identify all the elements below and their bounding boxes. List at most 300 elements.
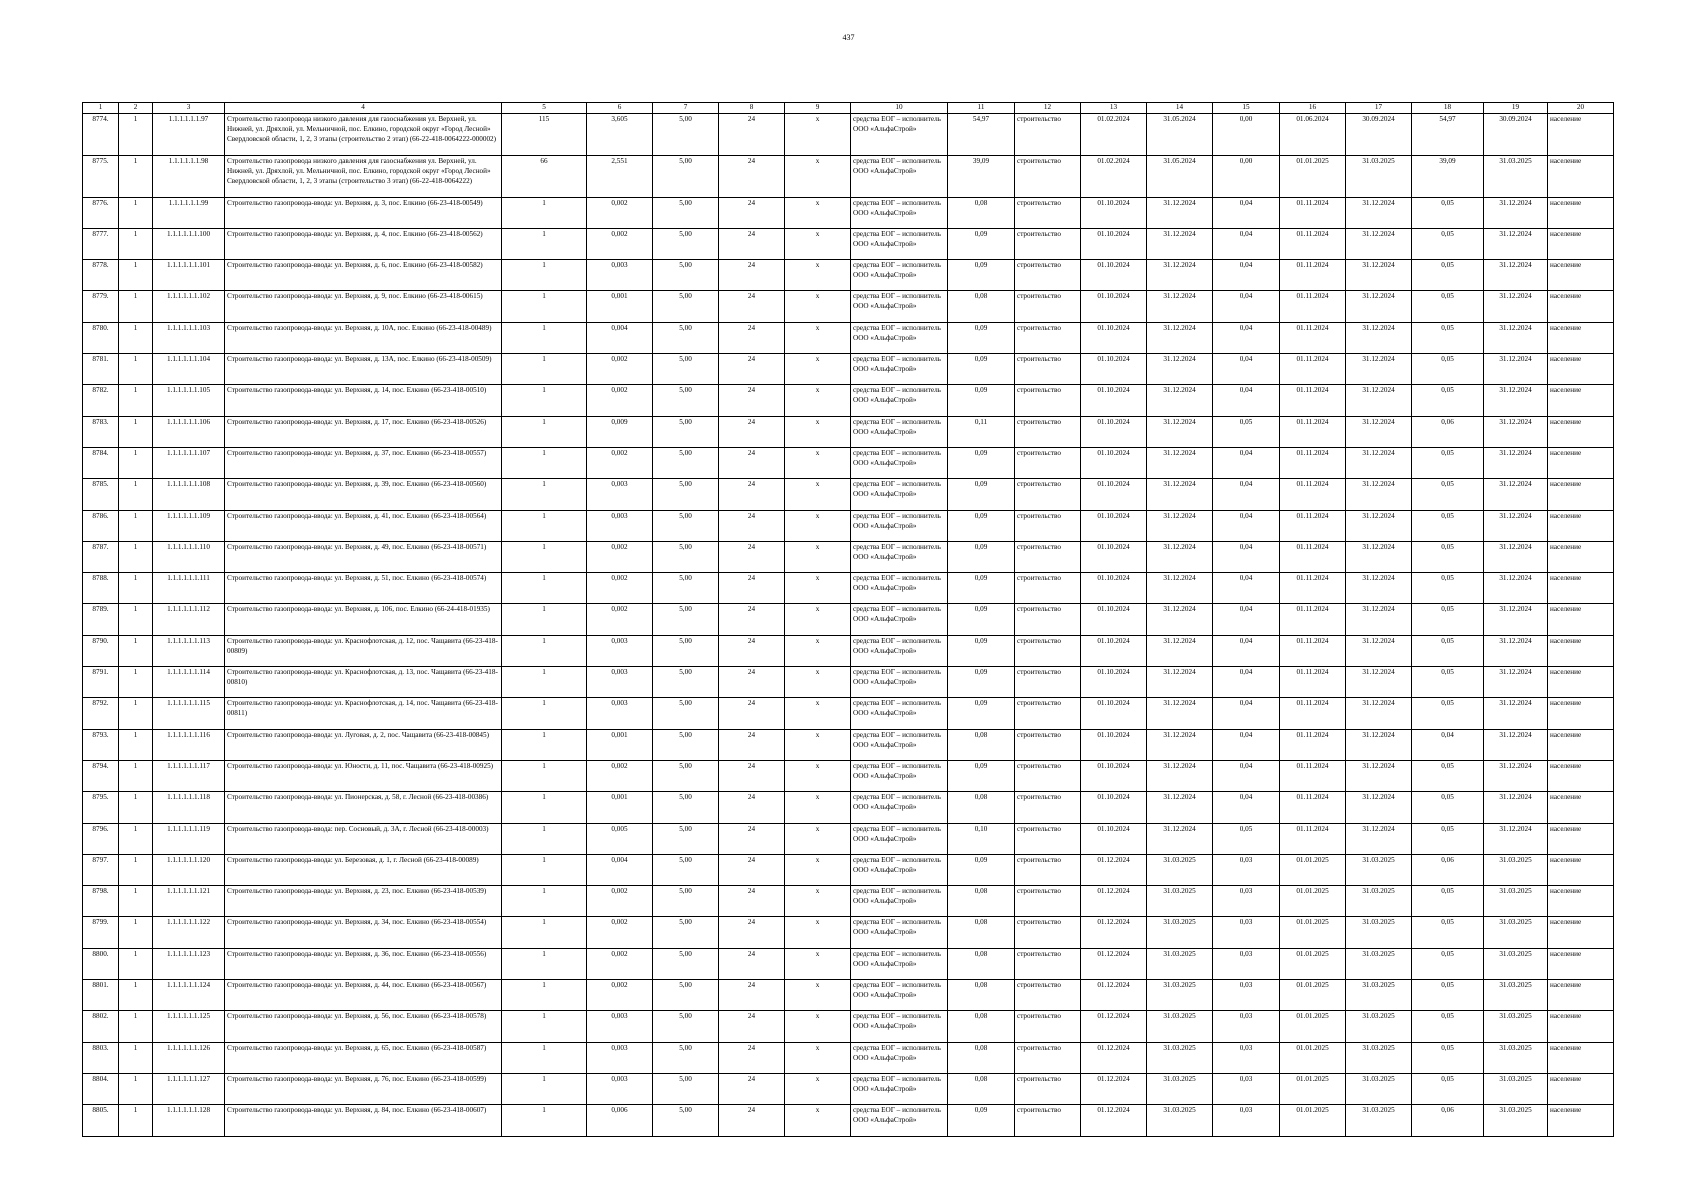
col18-cell: 0,05: [1412, 980, 1484, 1011]
start-date-2-cell: 01.11.2024: [1280, 385, 1346, 416]
length-cell: 0,005: [587, 823, 653, 854]
col18-cell: 0,05: [1412, 760, 1484, 791]
count-cell: 1: [119, 604, 153, 635]
count-cell: 1: [119, 479, 153, 510]
event-type-cell: строительство: [1015, 197, 1081, 228]
start-date-cell: 01.10.2024: [1081, 291, 1147, 322]
col8-cell: 24: [719, 1105, 785, 1136]
col7-cell: 5,00: [653, 635, 719, 666]
col18-cell: 0,05: [1412, 322, 1484, 353]
funding-source-cell: средства ЕОГ – исполнитель ООО «АльфаСтрой»: [851, 980, 948, 1011]
funding-source-cell: средства ЕОГ – исполнитель ООО «АльфаСтрой»: [851, 228, 948, 259]
row-number: 8797.: [83, 854, 119, 885]
count-cell: 1: [119, 510, 153, 541]
count-cell: 1: [119, 447, 153, 478]
count-cell: 1: [119, 155, 153, 197]
col5-cell: 1: [502, 667, 587, 698]
col9-cell: х: [785, 823, 851, 854]
col8-cell: 24: [719, 447, 785, 478]
col18-cell: 0,05: [1412, 510, 1484, 541]
start-date-cell: 01.10.2024: [1081, 635, 1147, 666]
end-date-2-cell: 31.03.2025: [1346, 980, 1412, 1011]
col18-cell: 0,05: [1412, 479, 1484, 510]
code-cell: 1.1.1.1.1.1.128: [153, 1105, 225, 1136]
column-header: 12: [1015, 103, 1081, 114]
end-date-2-cell: 31.12.2024: [1346, 479, 1412, 510]
start-date-2-cell: 01.11.2024: [1280, 197, 1346, 228]
col5-cell: 1: [502, 416, 587, 447]
col5-cell: 1: [502, 447, 587, 478]
count-cell: 1: [119, 416, 153, 447]
col9-cell: х: [785, 416, 851, 447]
completion-date-cell: 31.12.2024: [1484, 260, 1548, 291]
end-date-2-cell: 31.03.2025: [1346, 1042, 1412, 1073]
column-header: 13: [1081, 103, 1147, 114]
cost-cell: 0,09: [948, 228, 1015, 259]
completion-date-cell: 31.03.2025: [1484, 980, 1548, 1011]
col15-cell: 0,03: [1213, 1011, 1280, 1042]
count-cell: 1: [119, 635, 153, 666]
col15-cell: 0,03: [1213, 1105, 1280, 1136]
col8-cell: 24: [719, 541, 785, 572]
end-date-2-cell: 30.09.2024: [1346, 114, 1412, 156]
end-date-2-cell: 31.12.2024: [1346, 792, 1412, 823]
col8-cell: 24: [719, 479, 785, 510]
completion-date-cell: 31.12.2024: [1484, 604, 1548, 635]
end-date-2-cell: 31.12.2024: [1346, 635, 1412, 666]
end-date-cell: 31.12.2024: [1147, 541, 1213, 572]
end-date-2-cell: 31.12.2024: [1346, 823, 1412, 854]
cost-cell: 0,09: [948, 510, 1015, 541]
end-date-cell: 31.12.2024: [1147, 479, 1213, 510]
col5-cell: 1: [502, 980, 587, 1011]
row-number: 8798.: [83, 886, 119, 917]
count-cell: 1: [119, 1011, 153, 1042]
col9-cell: х: [785, 1011, 851, 1042]
cost-cell: 0,08: [948, 1073, 1015, 1104]
length-cell: 0,002: [587, 917, 653, 948]
table-row: [83, 604, 1614, 635]
category-cell: население: [1548, 760, 1614, 791]
end-date-2-cell: 31.12.2024: [1346, 447, 1412, 478]
start-date-2-cell: 01.11.2024: [1280, 479, 1346, 510]
col15-cell: 0,04: [1213, 698, 1280, 729]
start-date-cell: 01.10.2024: [1081, 447, 1147, 478]
col18-cell: 0,05: [1412, 291, 1484, 322]
start-date-cell: 01.10.2024: [1081, 729, 1147, 760]
col7-cell: 5,00: [653, 197, 719, 228]
start-date-2-cell: 01.11.2024: [1280, 635, 1346, 666]
cost-cell: 0,09: [948, 1105, 1015, 1136]
description-cell: Строительство газопровода-ввода: ул. Верхняя, д. 76, пос. Елкино (66-23-418-00599): [225, 1073, 502, 1104]
length-cell: 0,001: [587, 729, 653, 760]
col18-cell: 0,06: [1412, 854, 1484, 885]
code-cell: 1.1.1.1.1.1.99: [153, 197, 225, 228]
start-date-2-cell: 01.11.2024: [1280, 416, 1346, 447]
description-cell: Строительство газопровода-ввода: ул. Краснофлотская, д. 13, пос. Чащавита (66-23-418-00810): [225, 667, 502, 698]
col8-cell: 24: [719, 197, 785, 228]
col5-cell: 1: [502, 322, 587, 353]
col18-cell: 0,05: [1412, 698, 1484, 729]
table-row: [83, 729, 1614, 760]
end-date-cell: 31.03.2025: [1147, 917, 1213, 948]
category-cell: население: [1548, 573, 1614, 604]
end-date-cell: 31.12.2024: [1147, 510, 1213, 541]
table-row: [83, 1105, 1614, 1136]
completion-date-cell: 31.03.2025: [1484, 948, 1548, 979]
row-number: 8793.: [83, 729, 119, 760]
start-date-2-cell: 01.11.2024: [1280, 354, 1346, 385]
description-cell: Строительство газопровода низкого давления для газоснабжения ул. Верхней, ул. Нижней, ул. Дряхлой, ул. Мельничной, пос. Елкино, городской округ «Город Лесной» Свердловской области, 1, 2, 3 этапы (строительство 2 этап) (66-22-418-0064222-000002): [225, 114, 502, 156]
table-row: [83, 197, 1614, 228]
col7-cell: 5,00: [653, 1073, 719, 1104]
description-cell: Строительство газопровода-ввода: ул. Верхняя, д. 14, пос. Елкино (66-23-418-00510): [225, 385, 502, 416]
event-type-cell: строительство: [1015, 228, 1081, 259]
end-date-2-cell: 31.12.2024: [1346, 354, 1412, 385]
funding-source-cell: средства ЕОГ – исполнитель ООО «АльфаСтрой»: [851, 322, 948, 353]
col15-cell: 0,03: [1213, 917, 1280, 948]
col5-cell: 1: [502, 854, 587, 885]
row-number: 8774.: [83, 114, 119, 156]
start-date-cell: 01.10.2024: [1081, 573, 1147, 604]
row-number: 8799.: [83, 917, 119, 948]
funding-source-cell: средства ЕОГ – исполнитель ООО «АльфаСтрой»: [851, 760, 948, 791]
col9-cell: х: [785, 729, 851, 760]
row-number: 8786.: [83, 510, 119, 541]
end-date-2-cell: 31.12.2024: [1346, 260, 1412, 291]
end-date-2-cell: 31.12.2024: [1346, 698, 1412, 729]
col7-cell: 5,00: [653, 510, 719, 541]
completion-date-cell: 31.12.2024: [1484, 823, 1548, 854]
count-cell: 1: [119, 573, 153, 604]
description-cell: Строительство газопровода-ввода: ул. Верхняя, д. 44, пос. Елкино (66-23-418-00567): [225, 980, 502, 1011]
col5-cell: 1: [502, 228, 587, 259]
start-date-cell: 01.12.2024: [1081, 1105, 1147, 1136]
col9-cell: х: [785, 291, 851, 322]
col15-cell: 0,04: [1213, 322, 1280, 353]
description-cell: Строительство газопровода-ввода: ул. Пионерская, д. 58, г. Лесной (66-23-418-00386): [225, 792, 502, 823]
col9-cell: х: [785, 385, 851, 416]
table-row: [83, 917, 1614, 948]
end-date-2-cell: 31.03.2025: [1346, 155, 1412, 197]
completion-date-cell: 31.03.2025: [1484, 917, 1548, 948]
funding-source-cell: средства ЕОГ – исполнитель ООО «АльфаСтрой»: [851, 1073, 948, 1104]
event-type-cell: строительство: [1015, 385, 1081, 416]
length-cell: 0,002: [587, 228, 653, 259]
col8-cell: 24: [719, 385, 785, 416]
count-cell: 1: [119, 886, 153, 917]
end-date-2-cell: 31.12.2024: [1346, 291, 1412, 322]
start-date-2-cell: 01.11.2024: [1280, 322, 1346, 353]
col15-cell: 0,04: [1213, 729, 1280, 760]
row-number: 8781.: [83, 354, 119, 385]
funding-source-cell: средства ЕОГ – исполнитель ООО «АльфаСтрой»: [851, 573, 948, 604]
length-cell: 0,001: [587, 291, 653, 322]
col18-cell: 0,05: [1412, 385, 1484, 416]
category-cell: население: [1548, 1105, 1614, 1136]
col5-cell: 66: [502, 155, 587, 197]
funding-source-cell: средства ЕОГ – исполнитель ООО «АльфаСтрой»: [851, 197, 948, 228]
category-cell: население: [1548, 698, 1614, 729]
table-row: [83, 510, 1614, 541]
row-number: 8783.: [83, 416, 119, 447]
start-date-2-cell: 01.11.2024: [1280, 604, 1346, 635]
description-cell: Строительство газопровода-ввода: ул. Луговая, д. 2, пос. Чащавита (66-23-418-00845): [225, 729, 502, 760]
start-date-2-cell: 01.11.2024: [1280, 260, 1346, 291]
col7-cell: 5,00: [653, 854, 719, 885]
col15-cell: 0,00: [1213, 114, 1280, 156]
category-cell: население: [1548, 886, 1614, 917]
col7-cell: 5,00: [653, 760, 719, 791]
length-cell: 0,009: [587, 416, 653, 447]
col7-cell: 5,00: [653, 948, 719, 979]
completion-date-cell: 31.12.2024: [1484, 416, 1548, 447]
col18-cell: 0,05: [1412, 260, 1484, 291]
start-date-2-cell: 01.11.2024: [1280, 792, 1346, 823]
col7-cell: 5,00: [653, 385, 719, 416]
col8-cell: 24: [719, 760, 785, 791]
col9-cell: х: [785, 155, 851, 197]
event-type-cell: строительство: [1015, 854, 1081, 885]
col7-cell: 5,00: [653, 1042, 719, 1073]
event-type-cell: строительство: [1015, 114, 1081, 156]
col5-cell: 1: [502, 1105, 587, 1136]
event-type-cell: строительство: [1015, 917, 1081, 948]
table-row: [83, 1042, 1614, 1073]
table-row: [83, 760, 1614, 791]
start-date-cell: 01.10.2024: [1081, 792, 1147, 823]
column-header: 15: [1213, 103, 1280, 114]
col18-cell: 0,06: [1412, 416, 1484, 447]
table-row: [83, 886, 1614, 917]
table-row: [83, 447, 1614, 478]
end-date-2-cell: 31.03.2025: [1346, 886, 1412, 917]
count-cell: 1: [119, 1042, 153, 1073]
col18-cell: 0,04: [1412, 729, 1484, 760]
category-cell: население: [1548, 322, 1614, 353]
end-date-cell: 31.12.2024: [1147, 447, 1213, 478]
code-cell: 1.1.1.1.1.1.111: [153, 573, 225, 604]
table-row: [83, 854, 1614, 885]
table-row: [83, 354, 1614, 385]
col8-cell: 24: [719, 416, 785, 447]
table-row: [83, 980, 1614, 1011]
col7-cell: 5,00: [653, 823, 719, 854]
col5-cell: 1: [502, 1073, 587, 1104]
cost-cell: 0,08: [948, 980, 1015, 1011]
col15-cell: 0,04: [1213, 667, 1280, 698]
code-cell: 1.1.1.1.1.1.105: [153, 385, 225, 416]
code-cell: 1.1.1.1.1.1.127: [153, 1073, 225, 1104]
col5-cell: 1: [502, 510, 587, 541]
start-date-2-cell: 01.01.2025: [1280, 1105, 1346, 1136]
col18-cell: 54,97: [1412, 114, 1484, 156]
col7-cell: 5,00: [653, 667, 719, 698]
cost-cell: 0,08: [948, 948, 1015, 979]
end-date-cell: 31.12.2024: [1147, 729, 1213, 760]
end-date-cell: 31.03.2025: [1147, 1105, 1213, 1136]
funding-source-cell: средства ЕОГ – исполнитель ООО «АльфаСтрой»: [851, 114, 948, 156]
funding-source-cell: средства ЕОГ – исполнитель ООО «АльфаСтрой»: [851, 260, 948, 291]
length-cell: 0,002: [587, 447, 653, 478]
event-type-cell: строительство: [1015, 604, 1081, 635]
col18-cell: 0,05: [1412, 635, 1484, 666]
col5-cell: 1: [502, 354, 587, 385]
event-type-cell: строительство: [1015, 322, 1081, 353]
column-header: 2: [119, 103, 153, 114]
col7-cell: 5,00: [653, 291, 719, 322]
end-date-cell: 31.03.2025: [1147, 980, 1213, 1011]
col7-cell: 5,00: [653, 416, 719, 447]
end-date-cell: 31.12.2024: [1147, 823, 1213, 854]
count-cell: 1: [119, 385, 153, 416]
cost-cell: 0,09: [948, 385, 1015, 416]
col5-cell: 1: [502, 917, 587, 948]
table-row: [83, 698, 1614, 729]
col7-cell: 5,00: [653, 917, 719, 948]
col5-cell: 1: [502, 886, 587, 917]
end-date-2-cell: 31.12.2024: [1346, 573, 1412, 604]
description-cell: Строительство газопровода-ввода: ул. Березовая, д. 1, г. Лесной (66-23-418-00089): [225, 854, 502, 885]
col7-cell: 5,00: [653, 541, 719, 572]
end-date-cell: 31.03.2025: [1147, 948, 1213, 979]
funding-source-cell: средства ЕОГ – исполнитель ООО «АльфаСтрой»: [851, 1105, 948, 1136]
end-date-cell: 31.12.2024: [1147, 322, 1213, 353]
col9-cell: х: [785, 114, 851, 156]
funding-source-cell: средства ЕОГ – исполнитель ООО «АльфаСтрой»: [851, 854, 948, 885]
cost-cell: 0,08: [948, 886, 1015, 917]
cost-cell: 0,08: [948, 197, 1015, 228]
col9-cell: х: [785, 1073, 851, 1104]
table-row: [83, 792, 1614, 823]
length-cell: 0,002: [587, 760, 653, 791]
col18-cell: 0,05: [1412, 667, 1484, 698]
end-date-2-cell: 31.12.2024: [1346, 197, 1412, 228]
category-cell: население: [1548, 823, 1614, 854]
completion-date-cell: 31.03.2025: [1484, 854, 1548, 885]
col15-cell: 0,04: [1213, 260, 1280, 291]
start-date-cell: 01.10.2024: [1081, 698, 1147, 729]
col9-cell: х: [785, 260, 851, 291]
end-date-cell: 31.12.2024: [1147, 228, 1213, 259]
col18-cell: 0,05: [1412, 604, 1484, 635]
code-cell: 1.1.1.1.1.1.112: [153, 604, 225, 635]
table-row: [83, 573, 1614, 604]
code-cell: 1.1.1.1.1.1.123: [153, 948, 225, 979]
table-row: [83, 114, 1614, 156]
completion-date-cell: 31.12.2024: [1484, 197, 1548, 228]
description-cell: Строительство газопровода-ввода: ул. Верхняя, д. 9, пос. Елкино (66-23-418-00615): [225, 291, 502, 322]
category-cell: население: [1548, 729, 1614, 760]
start-date-2-cell: 01.11.2024: [1280, 447, 1346, 478]
col5-cell: 1: [502, 948, 587, 979]
description-cell: Строительство газопровода-ввода: ул. Верхняя, д. 49, пос. Елкино (66-23-418-00571): [225, 541, 502, 572]
column-header: 3: [153, 103, 225, 114]
start-date-2-cell: 01.01.2025: [1280, 854, 1346, 885]
code-cell: 1.1.1.1.1.1.106: [153, 416, 225, 447]
start-date-2-cell: 01.01.2025: [1280, 948, 1346, 979]
start-date-cell: 01.10.2024: [1081, 260, 1147, 291]
event-type-cell: строительство: [1015, 1011, 1081, 1042]
col8-cell: 24: [719, 980, 785, 1011]
end-date-cell: 31.12.2024: [1147, 667, 1213, 698]
description-cell: Строительство газопровода-ввода: ул. Верхняя, д. 39, пос. Елкино (66-23-418-00560): [225, 479, 502, 510]
col15-cell: 0,04: [1213, 604, 1280, 635]
col8-cell: 24: [719, 573, 785, 604]
col9-cell: х: [785, 760, 851, 791]
end-date-cell: 31.03.2025: [1147, 1073, 1213, 1104]
description-cell: Строительство газопровода-ввода: пер. Сосновый, д. 3А, г. Лесной (66-23-418-00003): [225, 823, 502, 854]
code-cell: 1.1.1.1.1.1.98: [153, 155, 225, 197]
count-cell: 1: [119, 260, 153, 291]
length-cell: 0,003: [587, 510, 653, 541]
end-date-cell: 31.12.2024: [1147, 197, 1213, 228]
col9-cell: х: [785, 228, 851, 259]
end-date-cell: 31.12.2024: [1147, 385, 1213, 416]
col9-cell: х: [785, 698, 851, 729]
col8-cell: 24: [719, 155, 785, 197]
completion-date-cell: 31.03.2025: [1484, 1073, 1548, 1104]
completion-date-cell: 31.03.2025: [1484, 1105, 1548, 1136]
col9-cell: х: [785, 510, 851, 541]
funding-source-cell: средства ЕОГ – исполнитель ООО «АльфаСтрой»: [851, 635, 948, 666]
col15-cell: 0,03: [1213, 980, 1280, 1011]
start-date-cell: 01.10.2024: [1081, 510, 1147, 541]
end-date-2-cell: 31.12.2024: [1346, 604, 1412, 635]
description-cell: Строительство газопровода-ввода: ул. Верхняя, д. 13А, пос. Елкино (66-23-418-00509): [225, 354, 502, 385]
end-date-2-cell: 31.12.2024: [1346, 667, 1412, 698]
event-type-cell: строительство: [1015, 291, 1081, 322]
col15-cell: 0,04: [1213, 354, 1280, 385]
col18-cell: 0,05: [1412, 886, 1484, 917]
description-cell: Строительство газопровода-ввода: ул. Краснофлотская, д. 14, пос. Чащавита (66-23-418-00811): [225, 698, 502, 729]
col8-cell: 24: [719, 854, 785, 885]
funding-source-cell: средства ЕОГ – исполнитель ООО «АльфаСтрой»: [851, 667, 948, 698]
row-number: 8800.: [83, 948, 119, 979]
cost-cell: 0,09: [948, 760, 1015, 791]
row-number: 8779.: [83, 291, 119, 322]
start-date-2-cell: 01.01.2025: [1280, 980, 1346, 1011]
description-cell: Строительство газопровода-ввода: ул. Верхняя, д. 34, пос. Елкино (66-23-418-00554): [225, 917, 502, 948]
code-cell: 1.1.1.1.1.1.116: [153, 729, 225, 760]
end-date-cell: 31.12.2024: [1147, 792, 1213, 823]
col18-cell: 0,05: [1412, 792, 1484, 823]
col7-cell: 5,00: [653, 322, 719, 353]
row-number: 8794.: [83, 760, 119, 791]
col7-cell: 5,00: [653, 479, 719, 510]
count-cell: 1: [119, 354, 153, 385]
funding-source-cell: средства ЕОГ – исполнитель ООО «АльфаСтрой»: [851, 510, 948, 541]
count-cell: 1: [119, 228, 153, 259]
completion-date-cell: 31.12.2024: [1484, 385, 1548, 416]
col9-cell: х: [785, 197, 851, 228]
table-row: [83, 260, 1614, 291]
col15-cell: 0,04: [1213, 510, 1280, 541]
col15-cell: 0,05: [1213, 823, 1280, 854]
col7-cell: 5,00: [653, 228, 719, 259]
length-cell: 0,003: [587, 1042, 653, 1073]
col5-cell: 1: [502, 573, 587, 604]
row-number: 8796.: [83, 823, 119, 854]
category-cell: население: [1548, 541, 1614, 572]
length-cell: 0,003: [587, 479, 653, 510]
col9-cell: х: [785, 479, 851, 510]
end-date-cell: 31.03.2025: [1147, 886, 1213, 917]
col8-cell: 24: [719, 948, 785, 979]
cost-cell: 0,09: [948, 573, 1015, 604]
table-row: [83, 541, 1614, 572]
column-header: 14: [1147, 103, 1213, 114]
